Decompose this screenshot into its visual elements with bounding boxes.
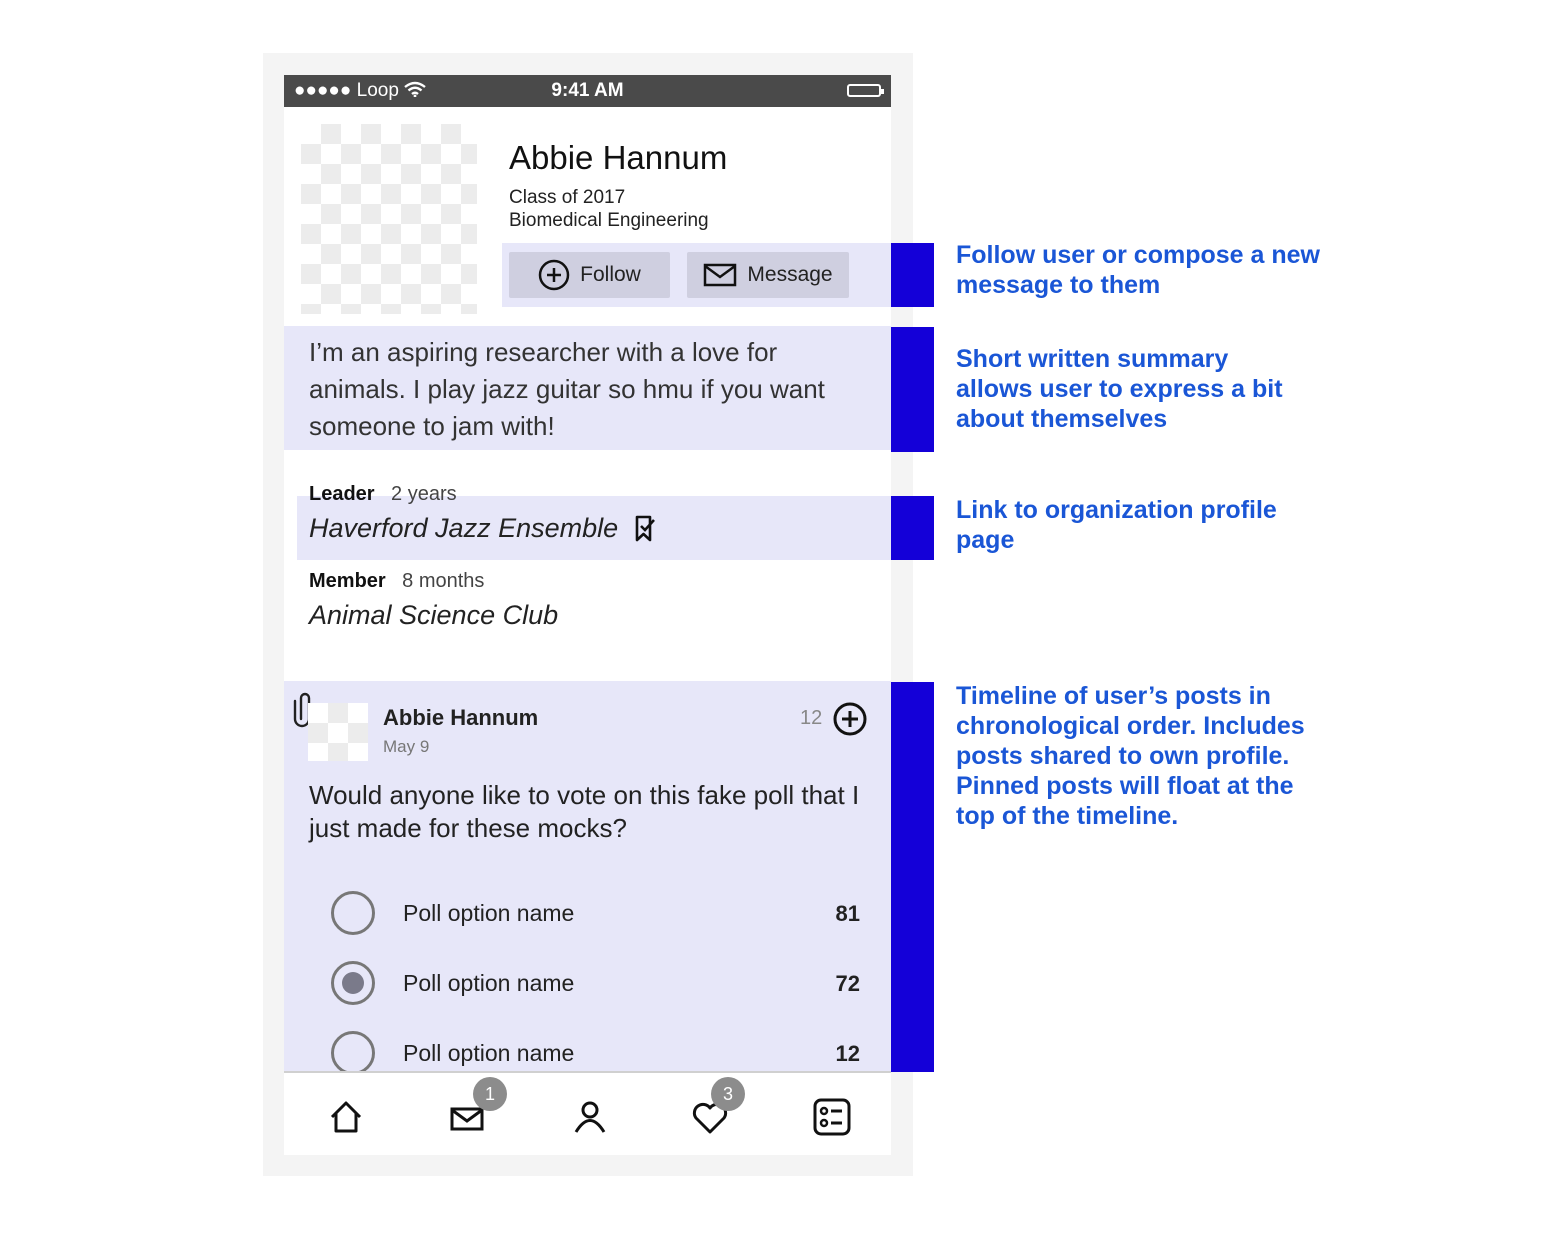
poll-option-votes: 12 [835, 1041, 860, 1066]
annotation-actions: Follow user or compose a new message to them [956, 241, 1320, 299]
org-duration: 8 months [402, 570, 485, 592]
poll-radio-selected[interactable] [331, 961, 375, 1005]
org-link-animal-science-club[interactable] [309, 600, 558, 631]
org-duration: 2 years [391, 483, 457, 505]
poll-radio[interactable] [331, 891, 375, 935]
poll-option-label: Poll option name [403, 1040, 575, 1066]
annotation-timeline: Timeline of user’s posts in chronological order. Includes posts shared to own profile. Pinned posts will float at the top of the timeline. [956, 682, 1305, 830]
tab-directory[interactable] [812, 1097, 852, 1137]
post-date: May 9 [383, 737, 430, 756]
annotation-bio: Short written summary allows user to express a bit about themselves [956, 345, 1283, 433]
phone-screen [284, 75, 891, 1155]
org-link-haverford-jazz-ensemble[interactable] [309, 513, 656, 544]
profile-avatar [301, 124, 477, 314]
home-icon [326, 1097, 366, 1137]
poll-option-label: Poll option name [403, 900, 575, 926]
post-author-avatar [308, 703, 368, 761]
user-icon [570, 1097, 610, 1137]
list-icon [812, 1097, 852, 1137]
annotation-org: Link to organization profile page [956, 496, 1277, 554]
timeline-post [284, 681, 891, 1073]
status-bar [284, 75, 891, 107]
tab-bar [284, 1071, 891, 1155]
follow-label: Follow [580, 263, 641, 286]
profile-actions [502, 243, 891, 307]
profile-class-year: Class of 2017 [509, 187, 626, 208]
poll-radio[interactable] [331, 1031, 375, 1075]
poll-option-label: Poll option name [403, 970, 575, 996]
message-button[interactable] [687, 252, 849, 298]
status-time: 9:41 AM [551, 80, 624, 101]
mail-icon [703, 263, 737, 287]
org-role: Member [309, 570, 386, 592]
bookmark-check-icon [634, 515, 656, 543]
tab-home[interactable] [326, 1097, 366, 1137]
bio-text: I’m an aspiring researcher with a love for animals. I play jazz guitar so hmu if you want someone to jam with! [309, 337, 825, 441]
annotation-bar-actions [891, 243, 934, 307]
profile-major: Biomedical Engineering [509, 210, 709, 231]
carrier-label: ●●●●● Loop [294, 80, 426, 102]
profile-bio [284, 326, 891, 450]
poll-option-votes: 72 [835, 971, 860, 996]
org-item-2-meta [309, 570, 484, 593]
org-name: Animal Science Club [309, 600, 559, 630]
post-share-count: 12 [800, 707, 823, 729]
add-circle-icon[interactable] [832, 701, 868, 737]
annotation-bar-org [891, 496, 934, 560]
follow-button[interactable] [509, 252, 670, 298]
tab-activity[interactable] [690, 1083, 733, 1137]
post-text: Would anyone like to vote on this fake poll that I just made for these mocks? [309, 780, 860, 843]
profile-name: Abbie Hannum [509, 139, 728, 176]
org-role: Leader [309, 483, 375, 505]
tab-profile[interactable] [570, 1097, 610, 1137]
plus-circle-icon [538, 259, 570, 291]
poll-option-votes: 81 [835, 901, 860, 926]
tab-messages[interactable] [448, 1083, 495, 1137]
battery-icon [847, 84, 881, 97]
activity-badge: 3 [711, 1077, 745, 1111]
post-author[interactable]: Abbie Hannum [383, 705, 539, 730]
org-item-1-meta [309, 483, 457, 506]
message-label: Message [747, 263, 833, 286]
org-name: Haverford Jazz Ensemble [309, 513, 619, 543]
annotation-bar-timeline [891, 682, 934, 1072]
annotation-bar-bio [891, 327, 934, 452]
messages-badge: 1 [473, 1077, 507, 1111]
